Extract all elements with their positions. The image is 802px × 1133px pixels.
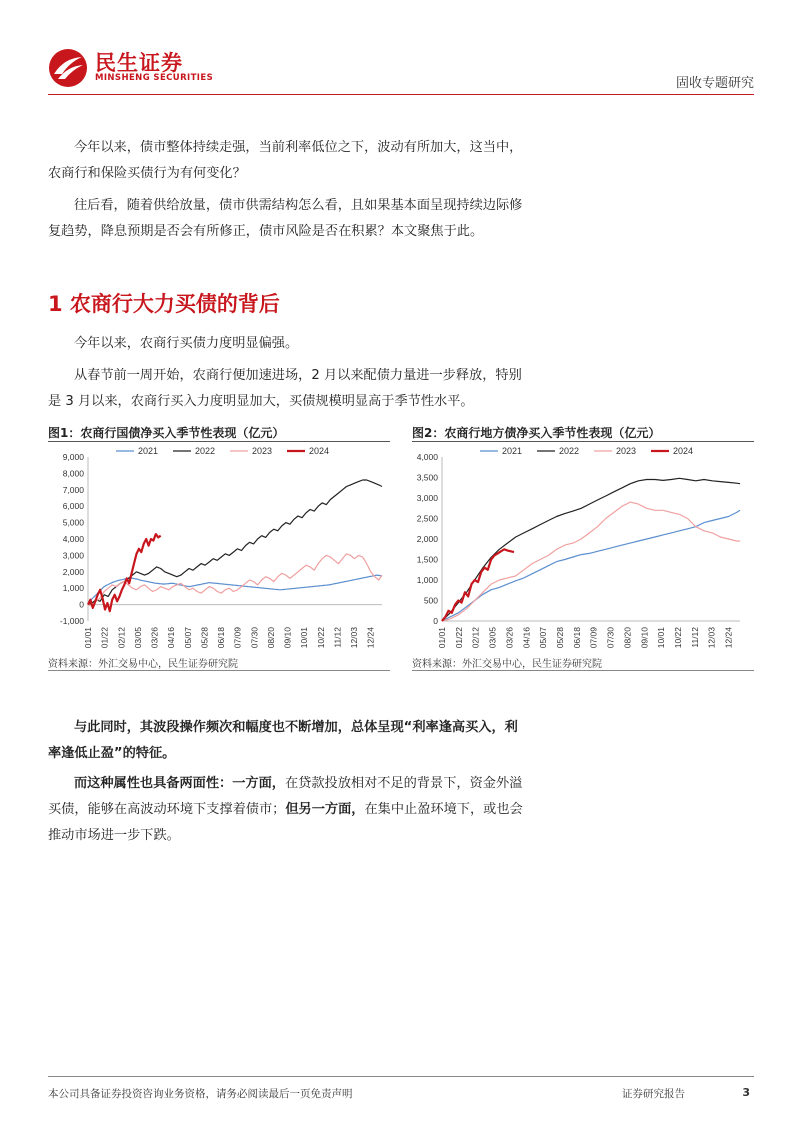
other-hand-bold: 但另一方面， [285, 802, 365, 817]
x-tick-label: 10/22 [315, 627, 326, 649]
figure-1-title-rule [48, 441, 390, 442]
intro-paragraph-1: 今年以来，债市整体持续走强，当前利率低位之下，波动有所加大，这当中，农商行和保险买债行为有何变化？ [48, 140, 523, 181]
x-tick-label: 10/22 [672, 627, 683, 649]
legend-label-2022: 2022 [195, 446, 216, 456]
intro-paragraph-2: 往后看，随着供给放量，债市供需结构怎么看，且如果基本面呈现持续边际修复趋势，降息预期是否会有所修正，债市风险是否在积累？本文聚焦于此。 [48, 198, 523, 239]
figure-2-chart [412, 443, 754, 653]
x-tick-label: 08/20 [622, 627, 633, 649]
footer-disclaimer: 本公司具备证券投资咨询业务资格，请务必阅读最后一页免责声明 [48, 1088, 353, 1100]
x-tick-label: 04/16 [521, 627, 532, 649]
x-tick-label: 01/01 [437, 627, 447, 649]
section-paragraph-4 [48, 771, 528, 849]
x-tick-label: 12/24 [365, 627, 376, 649]
x-tick-label: 05/07 [538, 627, 549, 649]
y-tick-label: 9,000 [62, 452, 84, 462]
x-tick-label: 06/18 [571, 627, 582, 649]
series-line-2024 [442, 549, 514, 621]
x-tick-label: 01/22 [99, 627, 110, 649]
minsheng-logo-icon [48, 48, 88, 88]
y-tick-label: 5,000 [62, 517, 84, 528]
legend-label-2022: 2022 [559, 446, 580, 456]
y-tick-label: 7,000 [62, 484, 84, 495]
one-hand-bold: 而这种属性也具备两面性：一方面， [74, 776, 285, 791]
x-tick-label: 09/10 [282, 627, 293, 649]
y-tick-label: 2,500 [416, 513, 438, 524]
x-tick-label: 02/12 [116, 627, 127, 649]
x-tick-label: 05/28 [554, 627, 565, 649]
x-tick-label: 12/03 [349, 627, 360, 649]
x-tick-label: 10/01 [299, 627, 310, 649]
section-paragraph-3-bold: 与此同时，其波段操作频次和幅度也不断增加，总体呈现“利率逢高买入，利率逢低止盈”的特征。 [48, 720, 518, 761]
x-tick-label: 01/01 [83, 627, 93, 649]
y-tick-label: 1,000 [416, 575, 438, 585]
page-number: 3 [742, 1086, 750, 1099]
page-header [0, 0, 802, 100]
figure-1-title: 图1：农商行国债净买入季节性表现（亿元） [48, 426, 285, 440]
series-line-2022 [88, 480, 382, 605]
y-tick-label: 1,000 [62, 583, 84, 594]
figure-2-title: 图2：农商行地方债净买入季节性表现（亿元） [412, 426, 661, 440]
legend-label-2024: 2024 [673, 446, 694, 456]
footer-divider [48, 1076, 754, 1077]
series-line-2021 [88, 575, 382, 603]
figure-1-bottom-rule [48, 670, 390, 671]
x-tick-label: 09/10 [639, 627, 650, 649]
x-tick-label: 07/30 [249, 627, 260, 649]
x-tick-label: 07/09 [232, 627, 243, 649]
section-paragraph-2: 从春节前一周开始，农商行便加速进场，2 月以来配债力量进一步释放，特别是 3 月以来，农商行买入力度明显加大，买债规模明显高于季节性水平。 [48, 368, 522, 409]
x-tick-label: 12/03 [706, 627, 717, 649]
series-line-2023 [88, 554, 382, 606]
x-tick-label: 03/26 [149, 627, 160, 649]
x-tick-label: 06/18 [216, 627, 227, 649]
series-line-2022 [442, 478, 740, 621]
x-tick-label: 12/24 [723, 627, 734, 649]
figure-1-chart [48, 443, 390, 653]
legend-label-2024: 2024 [309, 446, 330, 456]
y-tick-label: 500 [423, 595, 438, 606]
y-tick-label: 1,500 [416, 554, 438, 565]
logo-english-name: MINSHENG SECURITIES [95, 73, 214, 83]
x-tick-label: 04/16 [166, 627, 177, 649]
y-tick-label: 0 [79, 599, 84, 610]
x-tick-label: 03/05 [132, 627, 143, 649]
y-tick-label: 4,000 [62, 534, 84, 544]
x-tick-label: 08/20 [265, 627, 276, 649]
y-tick-label: 3,000 [62, 550, 84, 561]
one-hand-text: 在贷款投放相对不足的背景下，资金外溢买债，能够在高波动环境下支撑着债市； [48, 776, 523, 817]
logo-chinese-name: 民生证券 [95, 51, 183, 75]
y-tick-label: 2,000 [416, 534, 438, 544]
y-tick-label: 2,000 [62, 566, 84, 577]
figure-2-bottom-rule [412, 670, 754, 671]
figure-2-title-rule [412, 441, 754, 442]
y-tick-label: 0 [433, 616, 438, 626]
section-paragraph-1: 今年以来，农商行买债力度明显偏强。 [74, 336, 299, 351]
legend-label-2023: 2023 [616, 446, 637, 456]
y-tick-label: 3,000 [416, 493, 438, 503]
x-tick-label: 01/22 [453, 627, 464, 649]
x-tick-label: 10/01 [656, 627, 667, 649]
x-tick-label: 02/12 [470, 627, 481, 649]
section-title: 1 农商行大力买债的背后 [48, 292, 280, 316]
section-paragraph-3 [48, 715, 528, 767]
x-tick-label: 05/07 [182, 627, 193, 649]
x-tick-label: 11/12 [332, 627, 343, 648]
x-tick-label: 03/05 [487, 627, 498, 649]
x-tick-label: 05/28 [199, 627, 210, 649]
x-tick-label: 07/30 [605, 627, 616, 649]
other-hand-text: 在集中止盈环境下，或也会推动市场进一步下跌。 [48, 802, 523, 843]
report-type-label: 固收专题研究 [675, 76, 754, 91]
x-tick-label: 03/26 [504, 627, 515, 649]
series-line-2023 [442, 502, 740, 621]
y-tick-label: 6,000 [62, 501, 84, 512]
footer-report-label: 证券研究报告 [622, 1088, 685, 1100]
figure-2-source: 资料来源：外汇交易中心，民生证券研究院 [412, 659, 602, 670]
legend-label-2021: 2021 [138, 446, 159, 456]
header-divider [48, 94, 754, 95]
figure-1-source: 资料来源：外汇交易中心，民生证券研究院 [48, 659, 238, 670]
y-tick-label: 4,000 [416, 452, 438, 462]
legend-label-2021: 2021 [502, 446, 523, 456]
y-tick-label: 3,500 [416, 472, 438, 483]
legend-label-2023: 2023 [252, 446, 273, 456]
y-tick-label: 8,000 [62, 468, 84, 479]
x-tick-label: 11/12 [689, 627, 700, 648]
y-tick-label: -1,000 [59, 616, 84, 626]
x-tick-label: 07/09 [588, 627, 599, 649]
